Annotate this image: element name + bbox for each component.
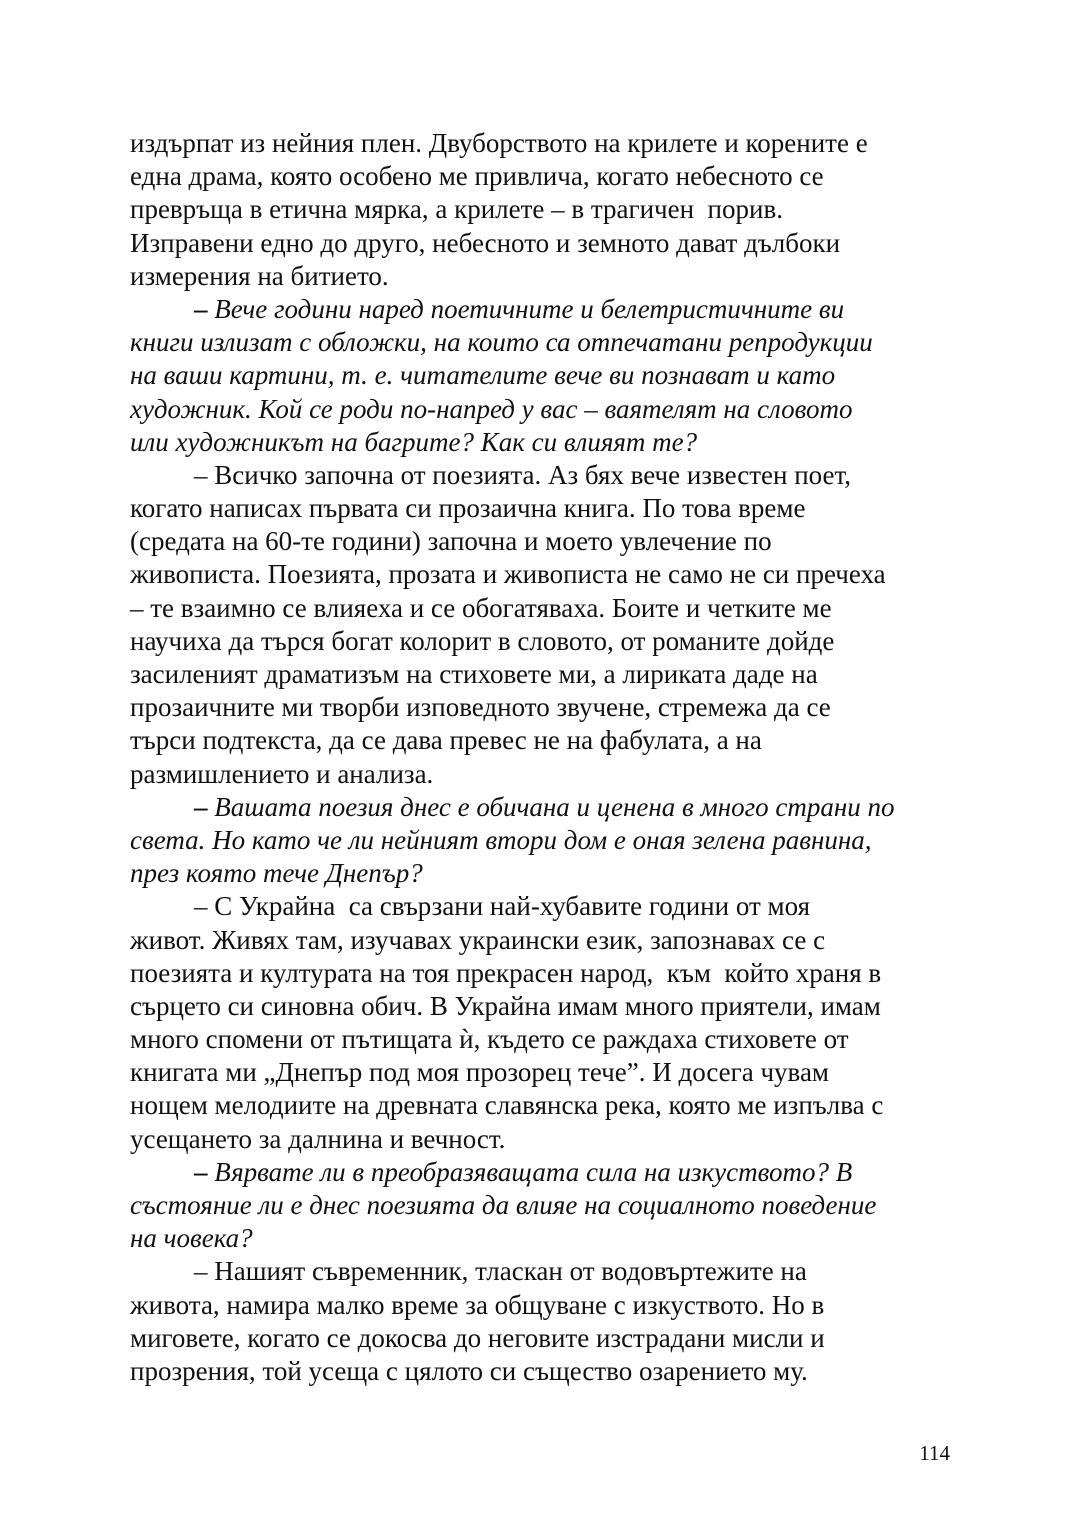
text-line	[130, 227, 956, 260]
text-line	[130, 957, 956, 990]
text-line	[130, 1322, 956, 1355]
text-line	[130, 525, 956, 558]
line-text: Вярвате ли в преобразяващата сила на изкуството? В	[207, 1156, 853, 1187]
text-line	[130, 160, 956, 193]
text-line	[130, 127, 956, 160]
line-text: художник. Кой се роди по-напред у вас – ваятелят на словото	[130, 393, 853, 424]
line-text: измерения на битието.	[130, 260, 389, 291]
question-line	[130, 393, 956, 426]
text-line	[130, 1123, 956, 1156]
line-text: – С Украйна са свързани най-хубавите години от моя	[194, 891, 811, 922]
page-number: 114	[919, 1441, 950, 1465]
question-line	[130, 1156, 956, 1189]
text-line	[130, 724, 956, 757]
text-line	[130, 1056, 956, 1089]
question-line	[130, 1222, 956, 1255]
line-text: търси подтекста, да се дава превес не на фабулата, а на	[130, 725, 762, 756]
text-line	[130, 890, 956, 923]
line-text: Изправени едно до друго, небесното и земното дават дълбоки	[130, 227, 841, 258]
question-line	[130, 359, 956, 392]
dialogue-dash: –	[194, 293, 208, 324]
line-text: (средата на 60-те години) започна и моето увлечение по	[130, 526, 772, 557]
line-text: научиха да търся богат колорит в словото, от романите дойде	[130, 625, 835, 656]
dialogue-dash: –	[194, 1156, 208, 1187]
line-text: през която тече Днепър?	[130, 858, 423, 889]
line-text: сърцето си синовна обич. В Украйна имам много приятели, имам	[130, 990, 881, 1021]
dialogue-dash: –	[194, 791, 208, 822]
text-line	[130, 1255, 956, 1288]
text-line	[130, 658, 956, 691]
text-line	[130, 260, 956, 293]
question-line	[130, 791, 956, 824]
text-line	[130, 193, 956, 226]
line-text: живота, намира малко време за общуване с изкуството. Но в	[130, 1289, 825, 1320]
line-text: много спомени от пътищата ѝ, където се раждаха стиховете от	[130, 1024, 849, 1055]
line-text: – Всичко започна от поезията. Аз бях вече известен поет,	[194, 459, 851, 490]
line-text: прозаичните ми творби изповедното звучене, стремежа да се	[130, 692, 831, 723]
line-text: книгата ми „Днепър под моя прозорец тече”. И досега чувам	[130, 1057, 830, 1088]
line-text: състояние ли е днес поезията да влияе на социалното поведение	[130, 1190, 877, 1220]
line-text: усещането за далнина и вечност.	[130, 1123, 506, 1154]
text-line	[130, 1089, 956, 1122]
line-text: Вашата поезия днес е обичана и ценена в много страни по	[207, 791, 895, 822]
line-text: поезията и културата на тоя прекрасен народ, към който храня в	[130, 957, 882, 988]
text-line	[130, 1023, 956, 1056]
line-text: или художникът на багрите? Как си влияят те?	[130, 426, 698, 457]
text-line	[130, 558, 956, 591]
line-text: живописта. Поезията, прозата и живописта не само не си пречеха	[130, 559, 886, 590]
text-line	[130, 758, 956, 791]
line-text: размишлението и анализа.	[130, 758, 434, 789]
text-line	[130, 459, 956, 492]
question-line	[130, 426, 956, 459]
text-line	[130, 1289, 956, 1322]
text-line	[130, 625, 956, 658]
text-line	[130, 1355, 956, 1388]
text-line	[130, 924, 956, 957]
line-text: на човека?	[130, 1223, 253, 1254]
line-text: една драма, която особено ме привлича, когато небесното се	[130, 161, 824, 192]
text-line	[130, 592, 956, 625]
text-line	[130, 691, 956, 724]
line-text: превръща в етична мярка, а крилете – в трагичен порив.	[130, 194, 783, 225]
question-line	[130, 857, 956, 890]
question-line	[130, 293, 956, 326]
line-text: книги излизат с обложки, на които са отпечатани репродукции	[130, 327, 873, 358]
line-text: Вече години наред поетичните и белетристичните ви	[207, 293, 845, 324]
text-line	[130, 492, 956, 525]
line-text: – Нашият съвременник, тласкан от водовъртежите на	[194, 1256, 807, 1287]
body-text	[130, 127, 956, 1388]
line-text: миговете, когато се докосва до неговите изстрадани мисли и	[130, 1322, 825, 1353]
line-text: на ваши картини, т. е. читателите вече ви познават и като	[130, 360, 836, 391]
question-line	[130, 326, 956, 359]
line-text: нощем мелодиите на древната славянска река, която ме изпълва с	[130, 1090, 884, 1121]
line-text: живот. Живях там, изучавах украински език, запознавах се с	[130, 924, 826, 955]
line-text: света. Но като че ли нейният втори дом е оная зелена равнина,	[130, 824, 872, 855]
question-line	[130, 824, 956, 857]
line-text: когато написах първата си прозаична книга. По това време	[130, 493, 806, 524]
line-text: прозрения, той усеща с цялото си същество озарението му.	[130, 1355, 808, 1386]
line-text: – те взаимно се влияеха и се обогатяваха. Боите и четките ме	[130, 592, 832, 623]
line-text: засиленият драматизъм на стиховете ми, а лириката даде на	[130, 659, 818, 689]
line-text: издърпат из нейния плен. Двуборството на крилете и корените е	[130, 128, 868, 158]
question-line	[130, 1189, 956, 1222]
text-line	[130, 990, 956, 1023]
